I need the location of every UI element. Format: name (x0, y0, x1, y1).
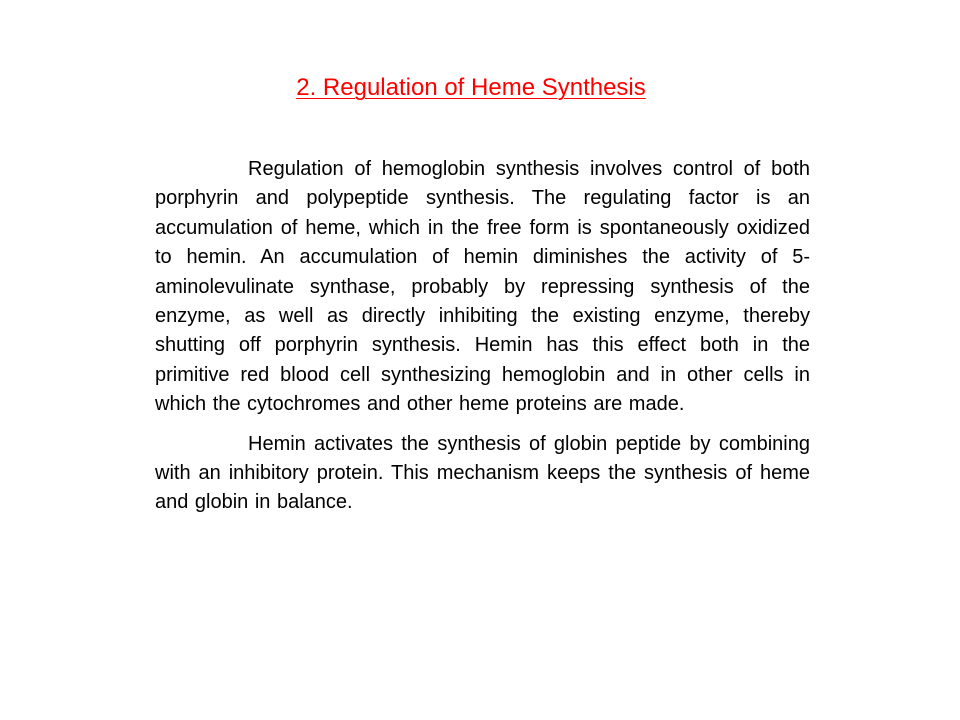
paragraph-1: Regulation of hemoglobin synthesis involves control of both porphyrin and polypeptide synthesis. The regulating factor is an accumulation of heme, which in the free form is spontaneously oxidized to hemin. An accumulation of hemin diminishes the activity of 5-aminolevulinate synthase, probably by repressing synthesis of the enzyme, as well as directly inhibiting the existing enzyme, thereby shutting off porphyrin synthesis. Hemin has this effect both in the primitive red blood cell synthesizing hemoglobin and in other cells in which the cytochromes and other heme proteins are made. (155, 158, 810, 416)
body-text (155, 155, 810, 518)
paragraph-2: Hemin activates the synthesis of globin peptide by combining with an inhibitory protein. This mechanism keeps the synthesis of heme and globin in balance. (155, 432, 810, 514)
slide-title: 2. Regulation of Heme Synthesis (296, 74, 646, 101)
